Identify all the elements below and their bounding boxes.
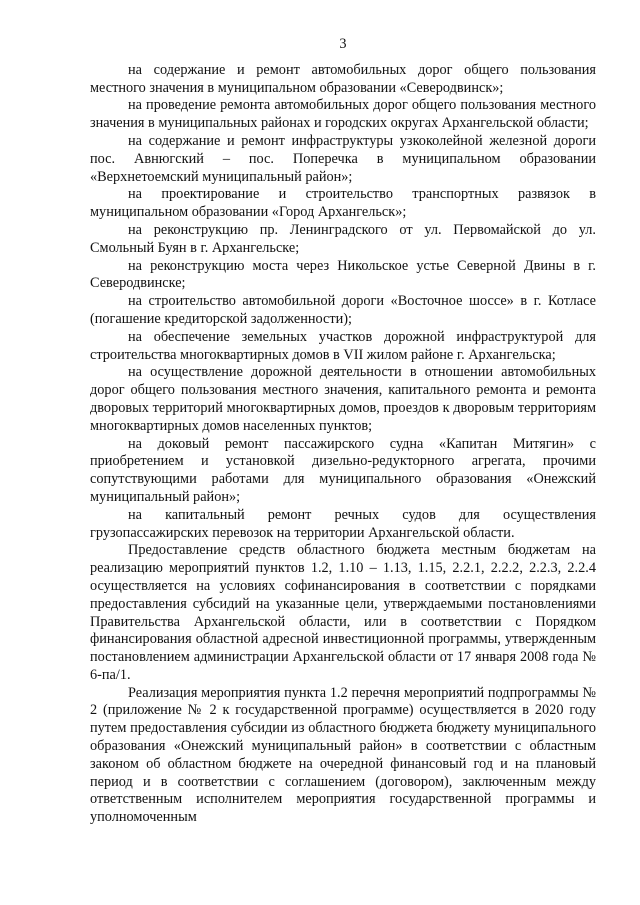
paragraph-12: Предоставление средств областного бюджета местным бюджетам на реализацию мероприятий пунктов 1.2, 1.10 – 1.13, 1.15, 2.2.1, 2.2.2, 2.2.3, 2.2.4 осуществляется на условиях софинансирования в соответствии с порядками предоставления субсидий на указанные цели, утверждаемыми постановлениями Правительства Архангельской области, или в соответствии с Порядком финансирования областной адресной инвестиционной программы, утвержденным постановлением администрации Архангельской области от 17 января 2008 года № 6-па/1. (90, 542, 596, 683)
paragraph-5: на реконструкцию пр. Ленинградского от ул. Первомайской до ул. Смольный Буян в г. Архангельске; (90, 221, 596, 256)
document-page (90, 36, 596, 827)
paragraph-1: на содержание и ремонт автомобильных дорог общего пользования местного значения в муниципальном образовании «Северодвинск»; (90, 61, 596, 96)
paragraph-9: на осуществление дорожной деятельности в отношении автомобильных дорог общего пользования местного значения, капитального ремонта и ремонта дворовых территорий многоквартирных домов, проездов к дворовым территориям многоквартирных домов населенных пунктов; (90, 364, 596, 434)
paragraph-2: на проведение ремонта автомобильных дорог общего пользования местного значения в муниципальных районах и городских округах Архангельской области; (90, 97, 596, 132)
paragraph-6: на реконструкцию моста через Никольское устье Северной Двины в г. Северодвинске; (90, 257, 596, 292)
paragraph-11: на капитальный ремонт речных судов для осуществления грузопассажирских перевозок на территории Архангельской области. (90, 506, 596, 541)
paragraph-4: на проектирование и строительство транспортных развязок в муниципальном образовании «Город Архангельск»; (90, 186, 596, 221)
paragraph-13: Реализация мероприятия пункта 1.2 перечня мероприятий подпрограммы № 2 (приложение № 2 к государственной программе) осуществляется в 2020 году путем предоставления субсидии из областного бюджета бюджету муниципального образования «Онежский муниципальный район» в соответствии с областным законом об областном бюджете на очередной финансовый год и на плановый период и в соответствии с соглашением (договором), заключенным между ответственным исполнителем мероприятия государственной программы и уполномоченным (90, 684, 596, 826)
page-number: 3 (339, 36, 347, 52)
paragraph-8: на обеспечение земельных участков дорожной инфраструктурой для строительства многоквартирных домов в VII жилом районе г. Архангельска; (90, 328, 596, 363)
paragraph-3: на содержание и ремонт инфраструктуры узкоколейной железной дороги пос. Авнюгский – пос. Поперечка в муниципальном образовании «Верхнетоемский муниципальный район»; (90, 132, 596, 185)
paragraph-10: на доковый ремонт пассажирского судна «Капитан Митягин» с приобретением и установкой дизельно-редукторного агрегата, прочими сопутствующими работами для муниципального образования «Онежский муниципальный район»; (90, 435, 596, 505)
paragraph-7: на строительство автомобильной дороги «Восточное шоссе» в г. Котласе (погашение кредиторской задолженности); (90, 293, 596, 327)
